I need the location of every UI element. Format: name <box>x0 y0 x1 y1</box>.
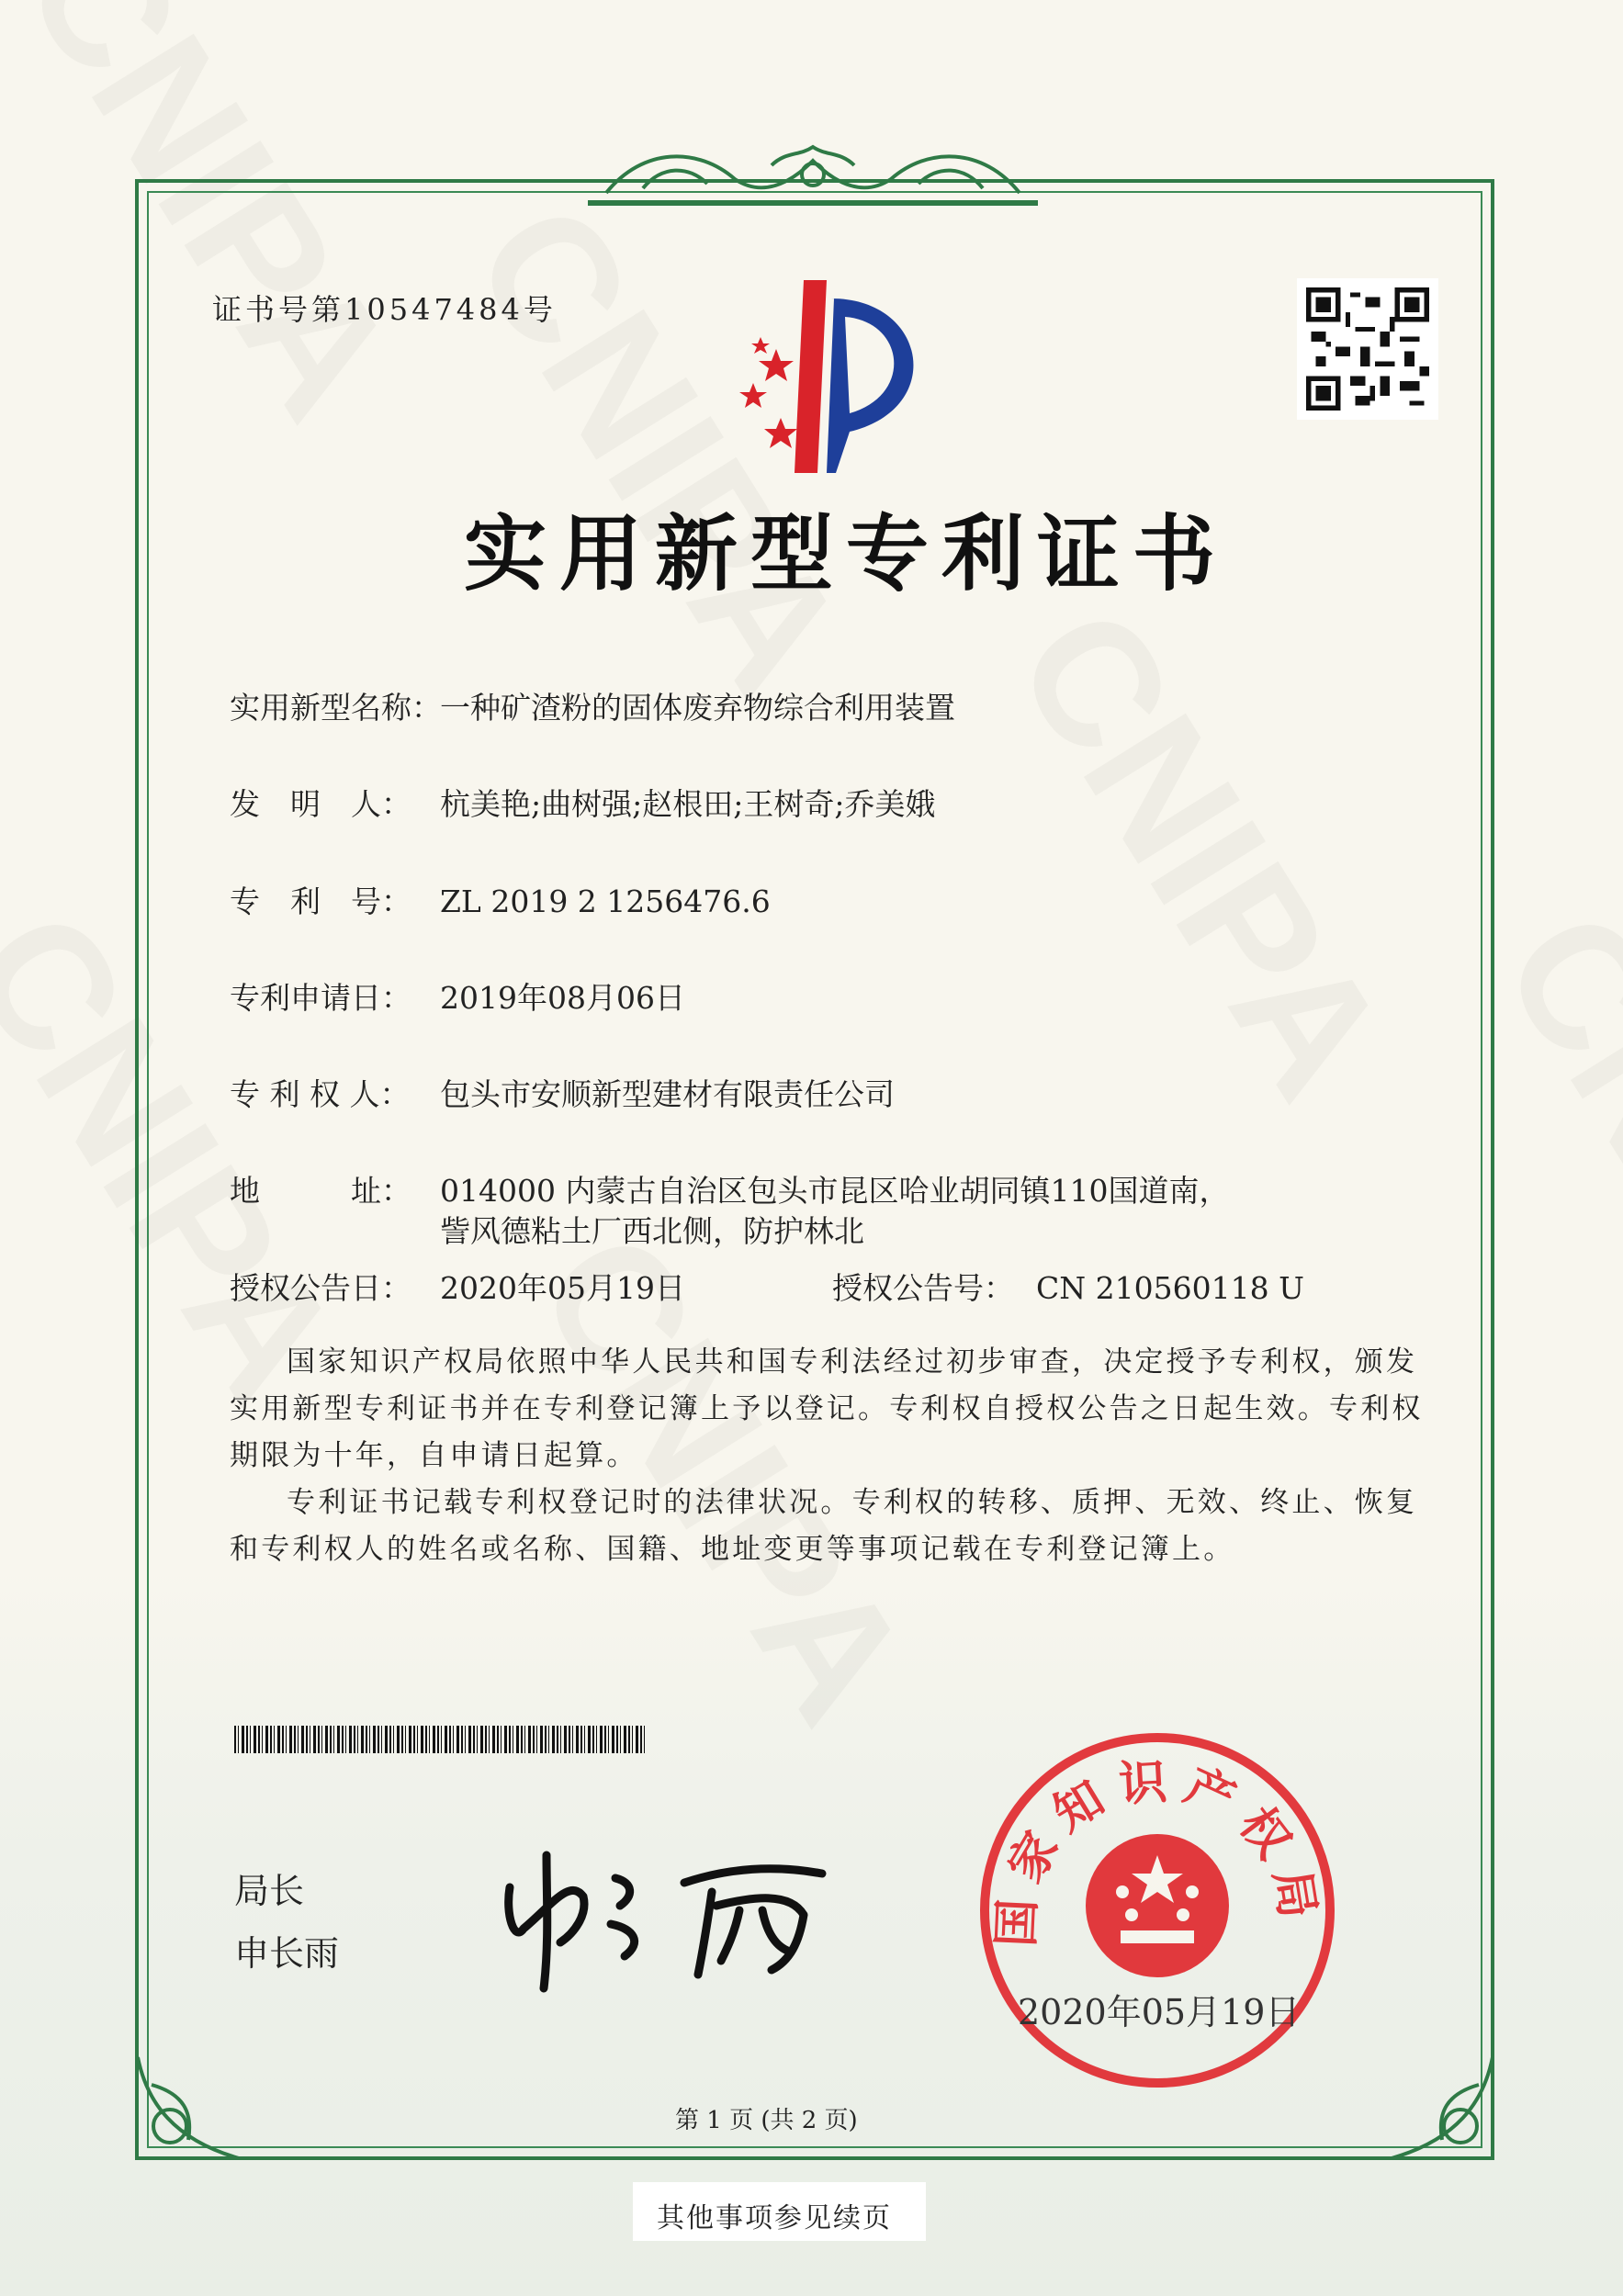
field-grant-date <box>230 1265 685 1308</box>
field-label: 授权公告日： <box>230 1270 411 1306</box>
field-value: 包头市安顺新型建材有限责任公司 <box>440 1076 895 1112</box>
corner-ornament-icon <box>1382 2048 1502 2167</box>
official-seal-icon <box>974 1727 1341 2094</box>
field-label: 专利申请日： <box>230 980 411 1016</box>
field-address-line2: 訾风德粘土厂西北侧，防护林北 <box>440 1213 864 1249</box>
field-patentee <box>230 1071 895 1114</box>
field-label: 地 址： <box>230 1173 411 1209</box>
seal-date: 2020年05月19日 <box>1018 1992 1301 2032</box>
field-value: 014000 内蒙古自治区包头市昆区哈业胡同镇110国道南， <box>440 1173 1230 1209</box>
continuation-note: 其他事项参见续页 <box>657 2202 892 2234</box>
corner-ornament-icon <box>129 2048 248 2167</box>
field-address <box>230 1167 1229 1210</box>
statement-paragraph: 国家知识产权局依照中华人民共和国专利法经过初步审查，决定授予专利权，颁发实用新型专利证书并在专利登记簿上予以登记。专利权自授权公告之日起生效。专利权期限为十年，自申请日起算。 <box>230 1345 1424 1472</box>
field-patent-number <box>230 878 771 921</box>
svg-text:国家知识产权局: 国家知识产权局 <box>988 1754 1327 1949</box>
cnipa-logo-icon <box>698 280 937 473</box>
field-value: 一种矿渣粉的固体废弃物综合利用装置 <box>440 690 955 726</box>
director-title: 局长 <box>234 1871 305 1911</box>
field-value: ZL 2019 2 1256476.6 <box>440 884 771 919</box>
field-value: 2020年05月19日 <box>440 1270 685 1306</box>
field-label: 授权公告号： <box>832 1270 1014 1306</box>
field-label: 专 利 号： <box>230 884 411 919</box>
field-utility-model-name <box>230 684 955 727</box>
field-publication-number <box>832 1265 1304 1308</box>
field-label: 实用新型名称： <box>230 690 442 726</box>
certificate-number: 证书号第10547484号 <box>212 292 557 327</box>
director-name: 申长雨 <box>234 1933 340 1974</box>
field-inventors <box>230 781 935 824</box>
statement-paragraph: 专利证书记载专利权登记时的法律状况。专利权的转移、质押、无效、终止、恢复和专利权人的姓名或名称、国籍、地址变更等事项记载在专利登记簿上。 <box>230 1486 1418 1566</box>
top-ornament-icon <box>588 138 1038 211</box>
director-signature <box>496 1841 836 1993</box>
certificate-statement <box>230 1339 1442 1573</box>
barcode <box>234 1726 645 1753</box>
field-label: 发 明 人： <box>230 786 411 822</box>
field-application-date <box>230 974 685 1018</box>
field-value: 杭美艳;曲树强;赵根田;王树奇;乔美娥 <box>440 786 936 822</box>
field-label: 专 利 权 人： <box>230 1076 411 1112</box>
page-indicator: 第 1 页 (共 2 页) <box>675 2107 858 2134</box>
qr-code <box>1297 278 1438 420</box>
field-value: CN 210560118 U <box>1036 1270 1304 1306</box>
certificate-title: 实用新型专利证书 <box>464 506 1228 602</box>
field-value: 2019年08月06日 <box>440 980 685 1016</box>
